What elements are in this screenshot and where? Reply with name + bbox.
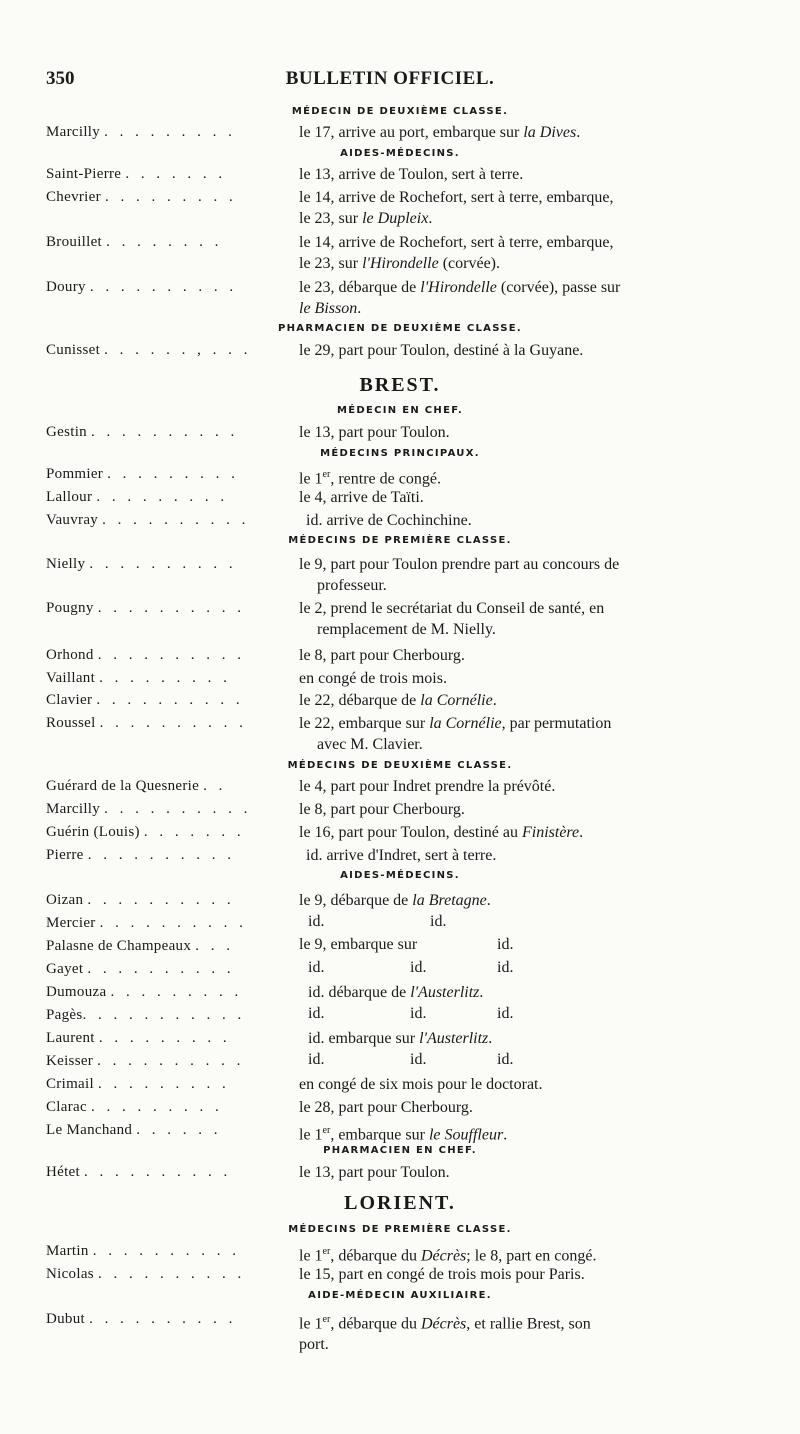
entry-name: Marcilly . . . . . . . . . . xyxy=(46,801,252,817)
id-cell: id. xyxy=(497,959,514,976)
id-cell: id. xyxy=(308,959,325,976)
entry-name: Laurent . . . . . . . . . xyxy=(46,1030,231,1046)
entry-text: le 15, part en congé de trois mois pour Paris. xyxy=(299,1266,585,1283)
entry-text: en congé de six mois pour le doctorat. xyxy=(299,1076,543,1093)
entry-name: Clarac . . . . . . . . . xyxy=(46,1099,223,1115)
id-cell: id. xyxy=(308,913,325,930)
entry-name: Dubut . . . . . . . . . . xyxy=(46,1311,237,1327)
entry-name: Lallour . . . . . . . . . xyxy=(46,489,229,505)
page-header xyxy=(40,68,740,94)
section-heading: AIDE-MÉDECIN AUXILIAIRE. xyxy=(308,1290,492,1301)
entry-text: le 17, arrive au port, embarque sur la Dives. xyxy=(299,124,581,141)
section-heading: AIDES-MÉDECINS. xyxy=(340,870,460,881)
entry-name: Le Manchand . . . . . . xyxy=(46,1122,222,1138)
city-heading-lorient: LORIENT. xyxy=(344,1192,456,1214)
entry-text: le 16, part pour Toulon, destiné au Finistère. xyxy=(299,824,584,841)
entry-name: Palasne de Champeaux . . . xyxy=(46,938,234,954)
entry-name: Nielly . . . . . . . . . . xyxy=(46,556,237,572)
entry-text: le 9, débarque de la Bretagne. xyxy=(299,892,491,909)
entry-text: id. débarque de l'Austerlitz. xyxy=(308,984,484,1001)
city-heading-brest: BREST. xyxy=(359,374,441,396)
entry-text: le 9, embarque sur xyxy=(299,936,418,953)
section-heading: AIDES-MÉDECINS. xyxy=(340,148,460,159)
id-cell: id. xyxy=(410,1005,427,1022)
entry-name: Orhond . . . . . . . . . . xyxy=(46,647,245,663)
section-heading: MÉDECIN EN CHEF. xyxy=(336,405,463,416)
entry-name: Doury . . . . . . . . . . xyxy=(46,279,238,295)
id-cell: id. xyxy=(410,1051,427,1068)
id-cell: id. xyxy=(410,959,427,976)
entry-text: le 1er, débarque du Décrès, et rallie Brest, son port. xyxy=(299,1314,591,1354)
entry-name: Martin . . . . . . . . . . xyxy=(46,1243,240,1259)
entry-name: Oizan . . . . . . . . . . xyxy=(46,892,235,908)
section-heading: PHARMACIEN DE DEUXIÈME CLASSE. xyxy=(278,323,522,334)
section-heading: MÉDECINS DE DEUXIÈME CLASSE. xyxy=(287,760,513,771)
id-cell: id. xyxy=(497,1005,514,1022)
section-heading: MÉDECINS PRINCIPAUX. xyxy=(320,448,480,459)
id-cell: id. xyxy=(497,1051,514,1068)
entry-text: le 2, prend le secrétariat du Conseil de santé, en remplacement de M. Nielly. xyxy=(299,600,605,638)
section-heading: MÉDECIN DE DEUXIÈME CLASSE. xyxy=(291,106,509,117)
section-heading: MÉDECINS DE PREMIÈRE CLASSE. xyxy=(288,535,512,546)
entry-text: le 28, part pour Cherbourg. xyxy=(299,1099,473,1116)
entry-text: le 29, part pour Toulon, destiné à la Guyane. xyxy=(299,342,584,359)
entry-text: le 9, part pour Toulon prendre part au concours de professeur. xyxy=(299,556,620,594)
entry-text: le 22, embarque sur la Cornélie, par permutation avec M. Clavier. xyxy=(299,715,612,753)
entry-name: Pougny . . . . . . . . . . xyxy=(46,600,245,616)
entry-text: en congé de trois mois. xyxy=(299,670,447,687)
entry-text: id. arrive d'Indret, sert à terre. xyxy=(306,847,497,864)
entry-text: le 13, arrive de Toulon, sert à terre. xyxy=(299,166,524,183)
entry-name: Crimail . . . . . . . . . xyxy=(46,1076,230,1092)
entry-text: le 22, débarque de la Cornélie. xyxy=(299,692,497,709)
entry-name: Pagès. . . . . . . . . . . xyxy=(46,1007,246,1023)
entry-text: le 1er, embarque sur le Souffleur. xyxy=(299,1125,508,1144)
entry-text: le 8, part pour Cherbourg. xyxy=(299,647,465,664)
entry-name: Guérard de la Quesnerie . . xyxy=(46,778,227,794)
entry-text: id. embarque sur l'Austerlitz. xyxy=(308,1030,493,1047)
running-title: BULLETIN OFFICIEL. xyxy=(285,68,495,89)
entry-name: Gayet . . . . . . . . . . xyxy=(46,961,235,977)
entry-name: Keisser . . . . . . . . . . xyxy=(46,1053,245,1069)
entry-name: Pommier . . . . . . . . . xyxy=(46,466,239,482)
entry-name: Chevrier . . . . . . . . . xyxy=(46,189,237,205)
entry-name: Vauvray . . . . . . . . . . xyxy=(46,512,250,528)
entry-text: le 13, part pour Toulon. xyxy=(299,424,450,441)
entry-name: Cunisset . . . . . . , . . . xyxy=(46,342,252,358)
id-cell: id. xyxy=(308,1005,325,1022)
entry-text: le 1er, débarque du Décrès; le 8, part en congé. xyxy=(299,1246,597,1265)
entry-name: Nicolas . . . . . . . . . . xyxy=(46,1266,246,1282)
entry-text: le 4, arrive de Taïti. xyxy=(299,489,424,506)
entry-text: le 14, arrive de Rochefort, sert à terre, embarque, le 23, sur le Dupleix. xyxy=(299,189,614,227)
entry-text: le 23, débarque de l'Hirondelle (corvée), passe sur le Bisson. xyxy=(299,279,621,317)
entry-name: Mercier . . . . . . . . . . xyxy=(46,915,247,931)
id-cell: id. xyxy=(430,913,447,930)
section-heading: MÉDECINS DE PREMIÈRE CLASSE. xyxy=(288,1224,512,1235)
entry-text: le 8, part pour Cherbourg. xyxy=(299,801,465,818)
entry-name: Vaillant . . . . . . . . . xyxy=(46,670,231,686)
id-cell: id. xyxy=(497,936,514,953)
entry-name: Brouillet . . . . . . . . xyxy=(46,234,223,250)
entry-name: Gestin . . . . . . . . . . xyxy=(46,424,239,440)
entry-text: id. arrive de Cochinchine. xyxy=(306,512,472,529)
section-heading: PHARMACIEN EN CHEF. xyxy=(323,1145,477,1156)
entry-name: Saint-Pierre . . . . . . . xyxy=(46,166,227,182)
entry-name: Clavier . . . . . . . . . . xyxy=(46,692,244,708)
entry-name: Guérin (Louis) . . . . . . . xyxy=(46,824,245,840)
entry-text: le 14, arrive de Rochefort, sert à terre, embarque, le 23, sur l'Hirondelle (corvée). xyxy=(299,234,614,272)
entry-text: le 4, part pour Indret prendre la prévôté. xyxy=(299,778,556,795)
entry-name: Hétet . . . . . . . . . . xyxy=(46,1164,232,1180)
id-cell: id. xyxy=(308,1051,325,1068)
entry-text: le 13, part pour Toulon. xyxy=(299,1164,450,1181)
page-number: 350 xyxy=(46,68,75,89)
entry-text: le 1er, rentre de congé. xyxy=(299,469,441,488)
entry-name: Pierre . . . . . . . . . . xyxy=(46,847,235,863)
entry-name: Dumouza . . . . . . . . . xyxy=(46,984,243,1000)
entry-name: Marcilly . . . . . . . . . xyxy=(46,124,236,140)
entry-name: Roussel . . . . . . . . . . xyxy=(46,715,247,731)
